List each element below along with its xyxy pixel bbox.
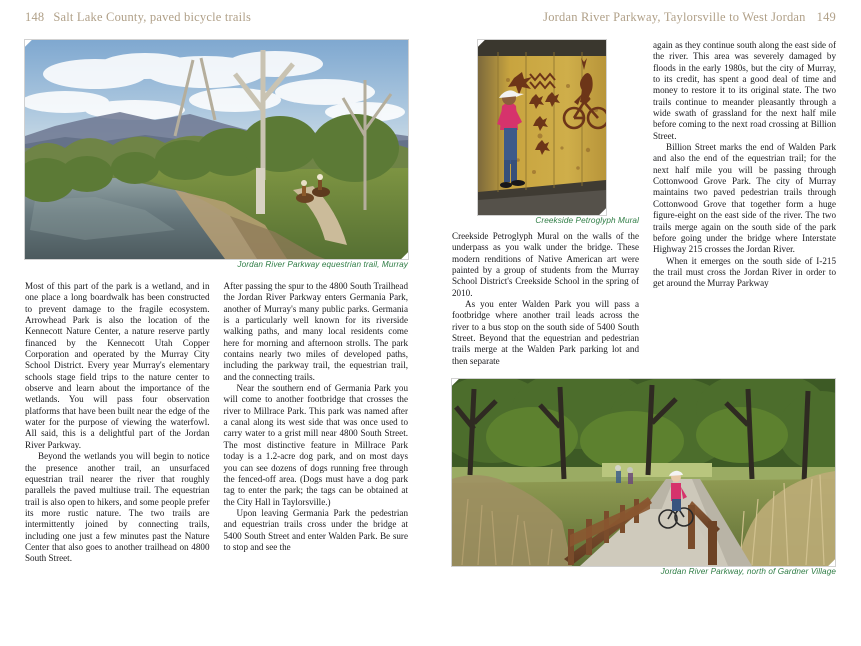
right-page-top-block — [452, 40, 836, 367]
paragraph: Creekside Petroglyph Mural on the walls of the underpass as you walk under the bridge. These modern renditions of Native American art were painted by a group of students from the Murray School District's Creekside School in the spring of 2010. — [452, 231, 639, 298]
mural-photo-wrap — [452, 40, 639, 225]
photo-gardner-village-bridge-art — [452, 379, 835, 566]
left-page — [0, 0, 430, 646]
left-page-folio: 148 — [25, 10, 45, 24]
photo-gardner-village-bridge — [452, 379, 835, 566]
right-page-column-1 — [452, 40, 639, 367]
left-page-running-head — [25, 10, 408, 30]
paragraph: Beyond the wetlands you will begin to notice the presence another trail, an unsurfaced equestrian trail nearer the river that roughly parallels the paved multiuse trail. The equestrian trail is also open to hikers, and some people prefer its more rustic nature. The two trails are intermittently joined by connecting trails, including one just a few minutes past the Nature Center that also goes to another trailhead on 4800 South Street. — [25, 451, 210, 564]
photo-equestrian-trail — [25, 40, 408, 259]
paragraph: Near the southern end of Germania Park you will come to another footbridge that crosses the river to Millrace Park. This park was named after a canal along its west side that was once used to carry water to a grist mill near 4800 South Street. The most distinctive feature in Millrace Park today is a 1.2-acre dog park, and on most days you can see dozens of dogs running free through the fenced-off area. (Dogs must have a dog park tag to enter the park; the tags can be obtained at the City Hall in Taylorsville.) — [223, 383, 408, 507]
paragraph: As you enter Walden Park you will pass a footbridge where another trail leads across the river to a bus stop on the south side of 5400 South Street. Beyond that the equestrian and pedestrian trails merge at the Walden Park parking lot and then separate — [452, 299, 639, 366]
paragraph: When it emerges on the south side of I-215 the trail must cross the Jordan River in order to get around the Murray Parkway — [653, 255, 836, 289]
left-page-column-1 — [25, 281, 210, 565]
paragraph: Billion Street marks the end of Walden Park and also the end of the equestrian trail; for the next half mile you will be passing through Cottonwood Grove Park. The city of Murray maintains two paved pedestrian trails through Cottonwood Grove that together form a huge figure-eight on the east side of the river. The two trails merge again on the south side of the park before going under the bridge where Interstate Highway 215 crosses the Jordan River. — [653, 142, 836, 255]
photo-petroglyph-mural — [478, 40, 606, 215]
paragraph: After passing the spur to the 4800 South Trailhead the Jordan River Parkway enters Germania Park, another of Murray's many public parks. Germania is a particularly well known for its riverside walking paths, and many local residents come here for morning and afternoon strolls. The park contains nearly two miles of developed paths, including the parkway trail, the equestrian trail, and the connecting trails. — [223, 281, 408, 382]
paragraph: Upon leaving Germania Park the pedestrian and equestrian trails cross under the bridge at 5400 South Street and enter Walden Park. Be sure to stop and see the — [223, 507, 408, 552]
caption-gardner-village-bridge: Jordan River Parkway, north of Gardner Village — [660, 567, 836, 577]
caption-equestrian-trail: Jordan River Parkway equestrian trail, Murray — [237, 260, 408, 269]
caption-petroglyph-mural: Creekside Petroglyph Mural — [535, 216, 639, 225]
right-page-folio: 149 — [816, 10, 836, 24]
right-page — [430, 0, 861, 646]
photo-petroglyph-mural-art — [478, 40, 606, 215]
photo-equestrian-trail-art — [25, 40, 408, 259]
paragraph: again as they continue south along the east side of the river. This area was severely damaged by floods in the early 1980s, but the city of Murray, to its credit, has spent a good deal of time and money to restore it to its original state. The two trails continue to meander pleasantly through a wide swath of grassland for the next half mile before coming to the next road crossing at Billion Street. — [653, 40, 836, 141]
paragraph: Most of this part of the park is a wetland, and in one place a long boardwalk has been constructed to prevent damage to the fragile ecosystem. Arrowhead Park is also the location of the Kennecott Nature Center, a nature reserve partly financed by the Kennecott Utah Copper Corporation and operated by the Murray City School District. Every year Murray's elementary schools stage field trips to the nature center to observe and learn about the importance of the wetlands. You will pass four observation platforms that have been built near the edge of the water for the purpose of viewing the waterfowl. All said, this is a delightful part of the Jordan River Parkway. — [25, 281, 210, 450]
right-page-running-head — [452, 10, 836, 30]
right-page-column-2 — [653, 40, 836, 290]
left-page-running-head-title: Salt Lake County, paved bicycle trails — [53, 10, 252, 24]
left-page-columns — [25, 281, 408, 565]
left-page-column-2 — [224, 281, 409, 565]
right-page-running-head-title: Jordan River Parkway, Taylorsville to West Jordan — [543, 10, 806, 24]
